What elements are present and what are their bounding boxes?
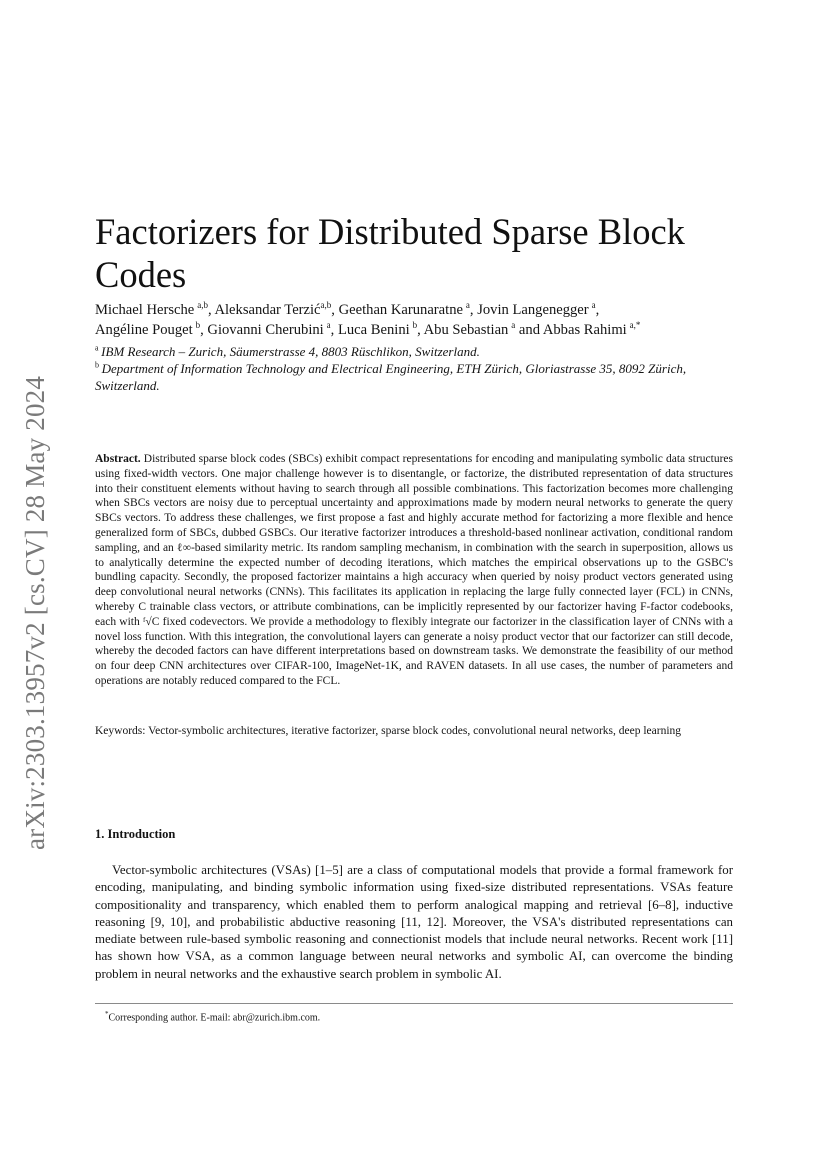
footnote-divider [95,1003,733,1004]
author: Michael Hersche $^{a,b}$, [95,300,215,318]
footnote: *Corresponding author. E-mail: abr@zurich.ibm.com. [105,1010,321,1024]
paper-title: Factorizers for Distributed Sparse Block Codes [95,211,685,295]
keywords: Keywords: Vector-symbolic architectures, iterative factorizer, sparse block codes, convolutional neural networks, deep learning [95,725,682,737]
author: Abbas Rahimi $^{a,*}$ [542,320,641,338]
author: Angéline Pouget $^b$, [95,320,208,338]
abstract-label: Abstract. [95,453,141,465]
author: Abu Sebastian $^a$ and [423,320,543,338]
author: Aleksandar Terzić$^{a,b}$, [214,300,339,318]
author: Jovin Langenegger $^a$, [477,300,600,318]
author: Geethan Karunaratne $^a$, [338,300,478,318]
affiliation-a: $^a$ IBM Research – Zurich, Säumerstrasse 4, 8803 Rüschlikon, Switzerland. [95,343,480,359]
abstract-text: Distributed sparse block codes (SBCs) exhibit compact representations for encoding and manipulating symbolic data structures using fixed-width vectors. One major challenge however is to disentangle, or factorize, the distributed representation of data structures into their constituent elements without having to search through all possible combinations. This factorization becomes more challenging when SBCs vectors are noisy due to perceptual uncertainty and approximations made by modern neural networks to generate the query SBCs vectors. To address these challenges, we first propose a fast and highly accurate method for factorizing a more flexible and hence generalized form of SBCs, dubbed GSBCs. Our iterative factorizer introduces a threshold-based nonlinear activation, conditional random sampling, and an ℓ∞-based similarity metric. Its random sampling mechanism, in combination with the search in superposition, allows us to analytically determine the expected number of decoding iterations, which matches the empirical observations up to the GSBC's bundling capacity. Secondly, the proposed factorizer maintains a high accuracy when queried by noisy product vectors generated using deep convolutional neural networks (CNNs). This facilitates its application in replacing the large fully connected layer (FCL) in CNNs, whereby C trainable class vectors, or attribute combinations, can be implicitly represented by our factorizer having F-factor codebooks, each with ᶠ√C fixed codevectors. We provide a methodology to flexibly integrate our factorizer in the classification layer of CNNs with a novel loss function. With this integration, the convolutional layers can generate a noisy product vector that our factorizer can still decode, whereby the decoded factors can have different interpretations based on downstream tasks. We demonstrate the feasibility of our method on four deep CNN architectures over CIFAR-100, ImageNet-1K, and RAVEN datasets. In all use cases, the number of parameters and operations are notably reduced compared to the FCL. [95,453,733,687]
arxiv-identifier: arXiv:2303.13957v2 [cs.CV] 28 May 2024 [20,375,50,850]
abstract [95,452,733,689]
author: Giovanni Cherubini $^a$, [207,320,338,338]
author: Luca Benini $^b$, [337,320,424,338]
affiliation-b: $^b$ Department of Information Technology and Electrical Engineering, ETH Zürich, Gloriastrasse 35, 8092 Zürich, Switzerland. [95,360,687,393]
intro-paragraph: Vector-symbolic architectures (VSAs) [1–5] are a class of computational models that provide a formal framework for encoding, manipulating, and binding symbolic information using fixed-size distributed representations. VSAs feature compositionality and transparency, which enabled them to perform analogical mapping and retrieval [6–8], inductive reasoning [9, 10], and probabilistic abductive reasoning [11, 12]. Moreover, the VSA's distributed representations can mediate between rule-based symbolic reasoning and connectionist models that include neural networks. Recent work [11] has shown how VSA, as a common language between neural networks and symbolic AI, can overcome the binding problem in neural networks and the exhaustive search problem in symbolic AI. [95,863,733,981]
section-heading: 1. Introduction [95,827,176,841]
author-list [95,300,745,340]
